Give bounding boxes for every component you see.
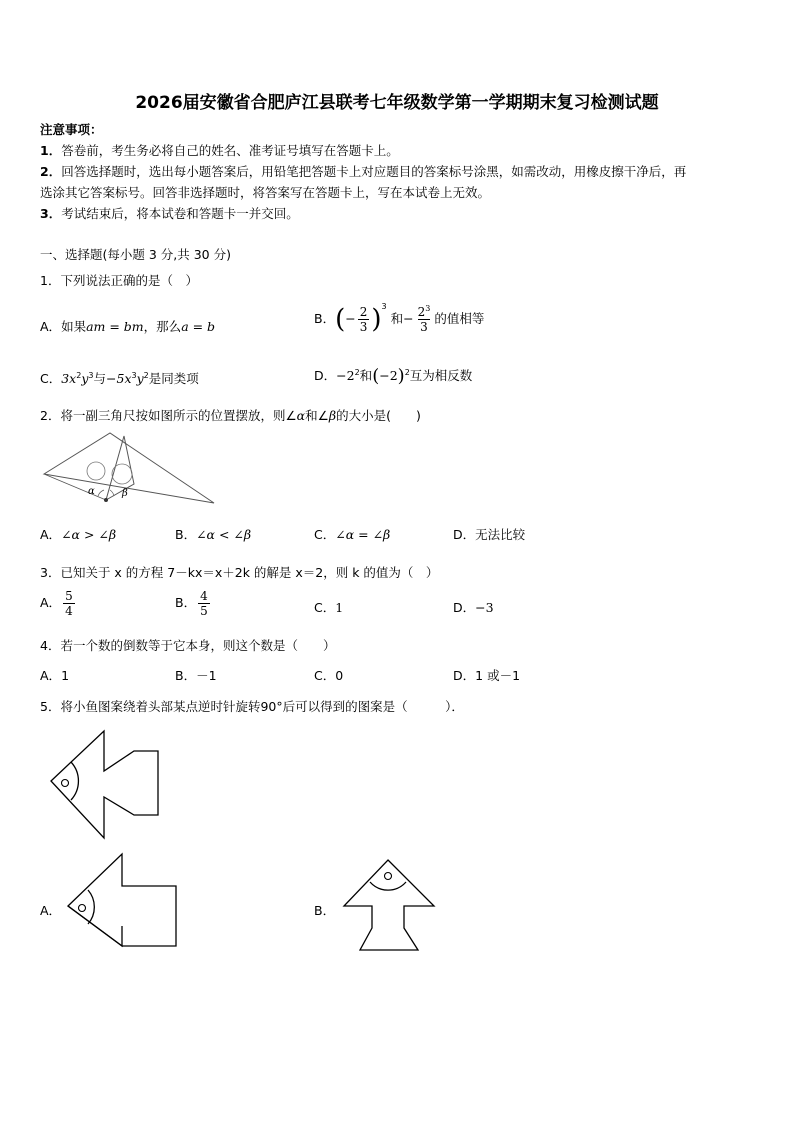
fish-original-figure xyxy=(46,728,164,840)
figure-beta-label: β xyxy=(122,488,128,499)
fish-option-a-figure xyxy=(64,850,184,950)
q1-option-a: A．如果am = bm，那么a = b xyxy=(40,319,216,334)
q2-option-d: D．无法比较 xyxy=(453,527,526,542)
notice-item-1: 1．答卷前，考生务必将自己的姓名、准考证号填写在答题卡上。 xyxy=(40,143,399,158)
q4-option-d: D．1 或－1 xyxy=(453,668,521,683)
question-5-stem: 5．将小鱼图案绕着头部某点逆时针旋转90°后可以得到的图案是（ ）． xyxy=(40,699,464,714)
q1-option-b: B．(− $\frac{2}{3}$ )$^3$ 和− $\frac{2^3}{3}$ 的值相等 xyxy=(314,302,485,335)
notice-item-2-continued: 选涂其它答案标号。回答非选择题时，将答案写在答题卡上，写在本试卷上无效。 xyxy=(40,185,491,200)
q5-option-a-label: A． xyxy=(40,903,62,918)
section-heading: 一、选择题(每小题 3 分,共 30 分) xyxy=(40,247,231,262)
question-3-stem: 3．已知关于 x 的方程 7－kx＝x＋2k 的解是 x＝2，则 k 的值为（ ） xyxy=(40,565,439,580)
q3-option-a: A． $\frac{5}{4}$ xyxy=(40,589,73,618)
figure-alpha-label: α xyxy=(88,486,95,497)
q1-option-d: D．$-2^2$和$(-2)^2$互为相反数 xyxy=(314,365,473,387)
q3-option-b: B． $\frac{4}{5}$ xyxy=(175,589,208,618)
q3-option-c: C．1 xyxy=(314,600,344,615)
q4-option-a: A．1 xyxy=(40,668,70,683)
q3-option-d: D．−3 xyxy=(453,600,494,615)
triangle-rulers-figure xyxy=(38,428,218,508)
notice-heading: 注意事项： xyxy=(40,122,103,137)
notice-item-2: 2．回答选择题时，选出每小题答案后，用铅笔把答题卡上对应题目的答案标号涂黑，如需改动，用橡皮擦干净后，再 xyxy=(40,164,687,179)
q4-option-b: B．－1 xyxy=(175,668,217,683)
q1-option-c: C．$3x^2y^3$与$-5x^3y^2$是同类项 xyxy=(40,370,199,386)
q2-option-b: B．∠α < ∠β xyxy=(175,527,252,542)
q2-option-a: A．∠α > ∠β xyxy=(40,527,117,542)
question-2-stem: 2．将一副三角尺按如图所示的位置摆放，则∠α和∠β的大小是( ) xyxy=(40,408,421,423)
question-4-stem: 4．若一个数的倒数等于它本身，则这个数是（ ） xyxy=(40,638,336,653)
page-title: 2026届安徽省合肥庐江县联考七年级数学第一学期期末复习检测试题 xyxy=(135,93,659,113)
fish-option-b-figure xyxy=(342,856,438,956)
notice-item-3: 3．考试结束后，将本试卷和答题卡一并交回。 xyxy=(40,206,299,221)
question-1-stem: 1．下列说法正确的是（ ） xyxy=(40,273,198,288)
q5-option-b-label: B． xyxy=(314,903,336,918)
q2-option-c: C．∠α = ∠β xyxy=(314,527,391,542)
q4-option-c: C．0 xyxy=(314,668,344,683)
